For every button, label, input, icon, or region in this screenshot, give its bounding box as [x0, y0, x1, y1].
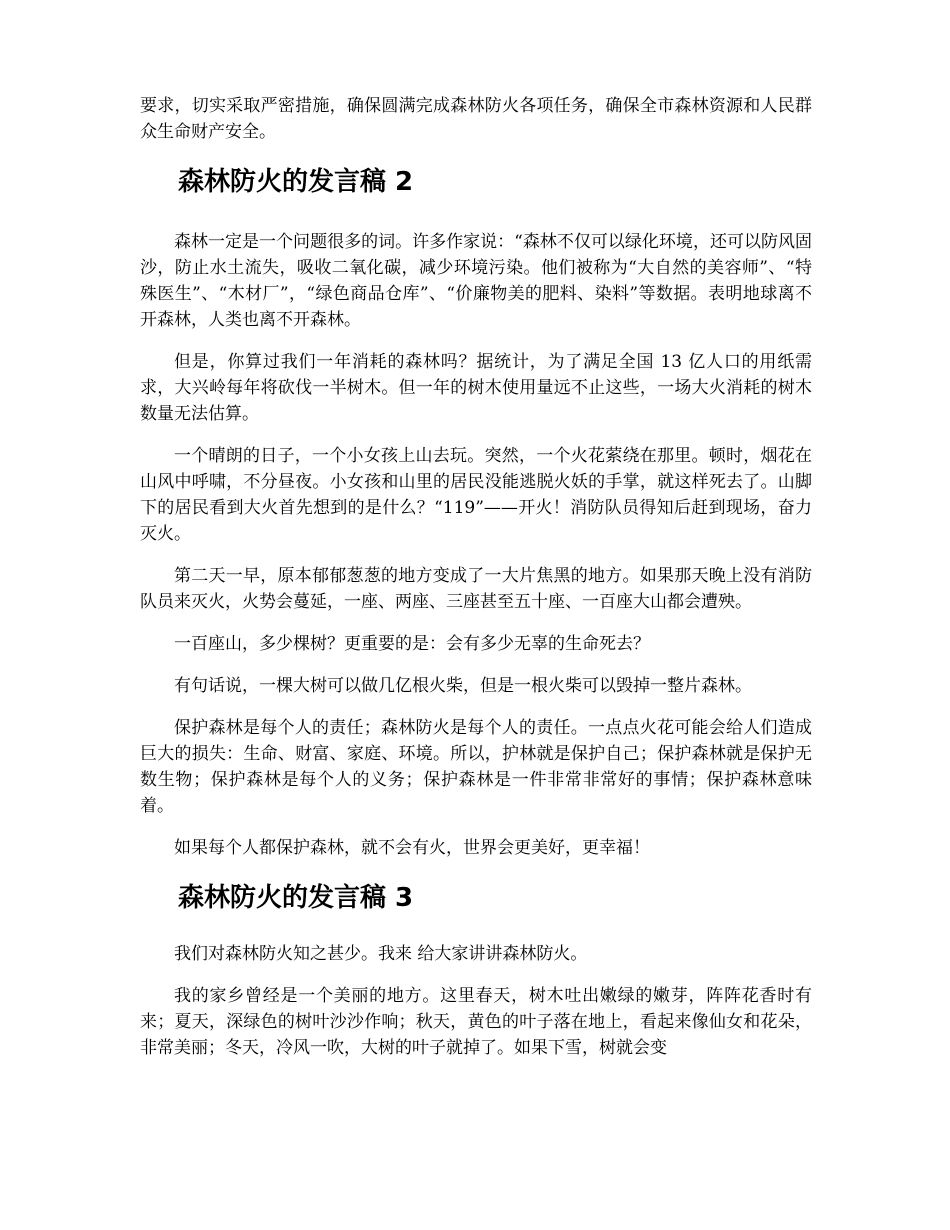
- section-2-paragraph-8: 如果每个人都保护森林，就不会有火，世界会更美好，更幸福！: [174, 838, 650, 858]
- section-3-paragraph-1: 我们对森林防火知之甚少。我来 给大家讲讲森林防火。: [174, 944, 588, 964]
- section-3-heading: 森林防火的发言稿 3: [178, 883, 414, 913]
- section-2-paragraph-5: 一百座山，多少棵树？更重要的是：会有多少无辜的生命死去？: [174, 634, 650, 654]
- section-2-paragraph-6: 有句话说，一棵大树可以做几亿根火柴，但是一根火柴可以毁掉一整片森林。: [174, 676, 752, 696]
- section-2-paragraph-2: 但是，你算过我们一年消耗的森林吗？据统计，为了满足全国 13 亿人口的用纸需求，大兴岭每年将砍伐一半树木。但一年的树木使用量远不止这些，一场大火消耗的树木数量无法估算。: [140, 352, 812, 424]
- section-2-paragraph-3: 一个晴朗的日子，一个小女孩上山去玩。突然，一个火花萦绕在那里。顿时，烟花在山风中呼啸，不分昼夜。小女孩和山里的居民没能逃脱火妖的手掌，就这样死去了。山脚下的居民看到大火首先想到的是什么？“119”——开火！消防队员得知后赶到现场，奋力灭火。: [140, 446, 812, 544]
- section-3-paragraph-2: 我的家乡曾经是一个美丽的地方。这里春天，树木吐出嫩绿的嫩芽，阵阵花香时有来；夏天，深绿色的树叶沙沙作响；秋天，黄色的叶子落在地上，看起来像仙女和花朵，非常美丽；冬天，冷风一吹，大树的叶子就掉了。如果下雪，树就会变: [140, 986, 812, 1058]
- section-2-paragraph-1: 森林一定是一个问题很多的词。许多作家说：“森林不仅可以绿化环境，还可以防风固沙，防止水土流失，吸收二氧化碳，减少环境污染。他们被称为“大自然的美容师”、“特殊医生”、“木材厂”，“绿色商品仓库”、“价廉物美的肥料、染料”等数据。表明地球离不开森林，人类也离不开森林。: [140, 232, 812, 330]
- section-2-paragraph-4: 第二天一早，原本郁郁葱葱的地方变成了一大片焦黑的地方。如果那天晚上没有消防队员来灭火，火势会蔓延，一座、两座、三座甚至五十座、一百座大山都会遭殃。: [140, 566, 812, 612]
- intro-continuation-paragraph: 要求，切实采取严密措施，确保圆满完成森林防火各项任务，确保全市森林资源和人民群众生命财产安全。: [140, 96, 812, 142]
- section-2-heading: 森林防火的发言稿 2: [178, 167, 414, 197]
- section-2-paragraph-7: 保护森林是每个人的责任；森林防火是每个人的责任。一点点火花可能会给人们造成巨大的损失：生命、财富、家庭、环境。所以，护林就是保护自己；保护森林就是保护无数生物；保护森林是每个人的义务；保护森林是一件非常非常好的事情；保护森林意味着。: [140, 718, 812, 816]
- document-page: [140, 93, 812, 1061]
